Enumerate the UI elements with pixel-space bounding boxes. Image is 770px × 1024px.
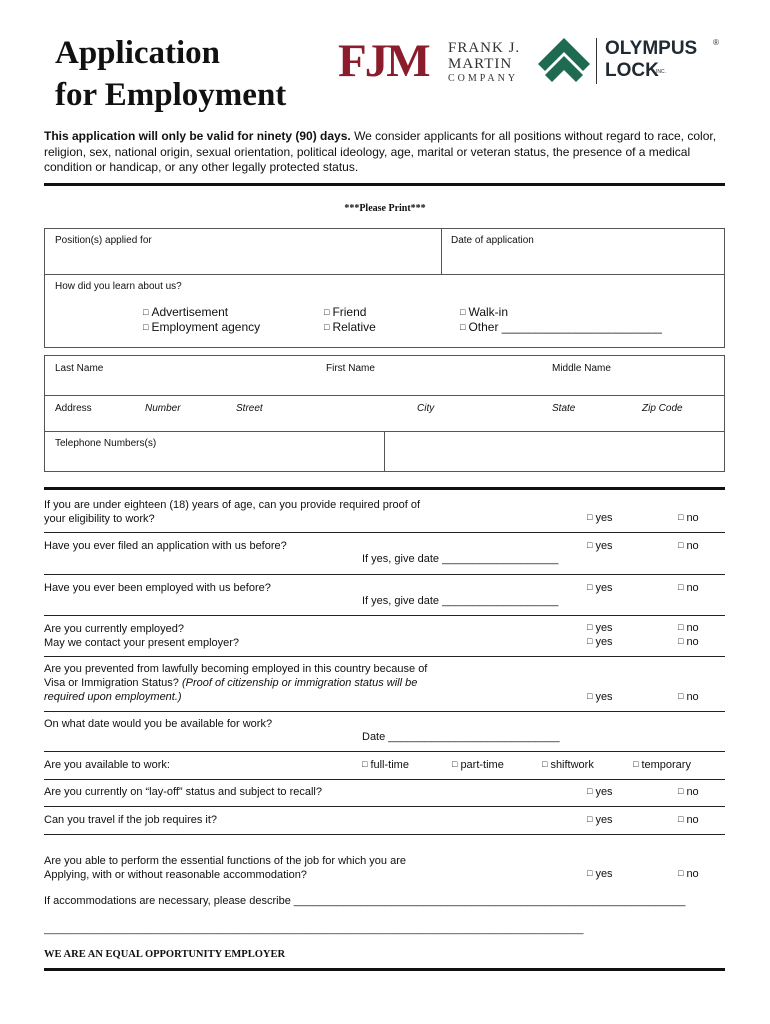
olympus-logo-line1: OLYMPUS [605, 38, 698, 59]
divider [384, 431, 385, 472]
fjm-logo [338, 35, 523, 88]
divider [44, 806, 725, 807]
q4a-no-checkbox[interactable]: □ no [678, 622, 699, 634]
olympus-logo-divider [596, 38, 597, 84]
q5-yes-checkbox[interactable]: □ yes [587, 691, 613, 703]
divider [44, 183, 725, 186]
divider [44, 711, 725, 712]
divider [441, 228, 442, 274]
olympus-lock-logo [537, 36, 727, 86]
checkbox-advertisement[interactable]: □ Advertisement [143, 305, 228, 319]
address-number-field[interactable]: Number [145, 403, 181, 414]
question-text: May we contact your present employer? [44, 637, 240, 649]
fjm-logo-line1: FRANK J. [448, 40, 521, 56]
intro-eeo-text: We consider applicants for all positions without regard to race, color, religion, sex, national origin, sexual orientation, political ideology, age, marital or veteran status, the presence of a medical condition or handicap, or any other legally protected status. [44, 129, 717, 174]
q9-yes-checkbox[interactable]: □ yes [587, 814, 613, 826]
question-availability-type: Are you available to work: [44, 759, 170, 771]
intro-validity: This application will only be valid for ninety (90) days. [44, 129, 351, 143]
please-print: ***Please Print*** [344, 203, 426, 214]
q8-yes-checkbox[interactable]: □ yes [587, 786, 613, 798]
question-filed-before: Have you ever filed an application with us before? [44, 540, 287, 552]
mountain-icon [537, 36, 591, 86]
q3-date-field[interactable]: If yes, give date ___________________ [362, 595, 559, 607]
question-text: Are you able to perform the essential functions of the job for which you are [44, 855, 406, 867]
title-line-2: for Employment [55, 77, 287, 113]
q10-yes-checkbox[interactable]: □ yes [587, 868, 613, 880]
first-name-field[interactable]: First Name [326, 363, 375, 374]
q3-yes-checkbox[interactable]: □ yes [587, 582, 613, 594]
divider [44, 487, 725, 490]
divider [44, 656, 725, 657]
q1-no-checkbox[interactable]: □ no [678, 512, 699, 524]
question-available-date: On what date would you be available for work? [44, 718, 273, 730]
title-line-1: Application [55, 35, 221, 71]
question-employed-before: Have you ever been employed with us before? [44, 582, 271, 594]
divider [44, 274, 725, 275]
q2-yes-checkbox[interactable]: □ yes [587, 540, 613, 552]
fjm-logo-line3: COMPANY [448, 73, 519, 84]
checkbox-part-time[interactable]: □ part-time [452, 759, 504, 771]
divider [44, 751, 725, 752]
question-note: required upon employment.) [44, 691, 182, 703]
olympus-logo-inc: INC. [656, 69, 666, 75]
last-name-field[interactable]: Last Name [55, 363, 104, 374]
fjm-logo-line2: MARTIN [448, 56, 513, 72]
q9-no-checkbox[interactable]: □ no [678, 814, 699, 826]
address-state-field[interactable]: State [552, 403, 576, 414]
question-text: Are you currently employed? [44, 623, 185, 635]
learn-about-us-label: How did you learn about us? [55, 281, 182, 292]
blank-line[interactable]: _________________________________________________________________________________________________ [44, 924, 584, 935]
address-zip-field[interactable]: Zip Code [642, 403, 683, 414]
q4a-yes-checkbox[interactable]: □ yes [587, 622, 613, 634]
page-title [55, 32, 286, 116]
accommodations-field[interactable]: If accommodations are necessary, please describe ________________________________________________________________ [44, 895, 686, 907]
intro-paragraph [44, 129, 728, 176]
q4b-yes-checkbox[interactable]: □ yes [587, 636, 613, 648]
question-travel: Can you travel if the job requires it? [44, 814, 218, 826]
address-street-field[interactable]: Street [236, 403, 263, 414]
divider [44, 574, 725, 575]
checkbox-shiftwork[interactable]: □ shiftwork [542, 759, 594, 771]
question-text: Are you prevented from lawfully becoming employed in this country because of [44, 663, 428, 675]
olympus-logo-reg: ® [713, 38, 719, 47]
question-note: (Proof of citizenship or immigration status will be [181, 677, 418, 689]
checkbox-relative[interactable]: □ Relative [324, 320, 376, 334]
question-text [44, 676, 427, 690]
divider [44, 532, 725, 533]
q5-no-checkbox[interactable]: □ no [678, 691, 699, 703]
position-applied-field[interactable]: Position(s) applied for [55, 235, 152, 246]
available-date-field[interactable]: Date ____________________________ [362, 731, 560, 743]
checkbox-walk-in[interactable]: □ Walk-in [460, 305, 508, 319]
q1-yes-checkbox[interactable]: □ yes [587, 512, 613, 524]
checkbox-temporary[interactable]: □ temporary [633, 759, 691, 771]
q10-no-checkbox[interactable]: □ no [678, 868, 699, 880]
divider [44, 834, 725, 835]
fjm-logo-mark: FJM [338, 35, 429, 87]
question-text: your eligibility to work? [44, 513, 155, 525]
address-label: Address [55, 403, 92, 414]
question-currently-employed [44, 622, 239, 650]
question-proof-of-eligibility [44, 498, 420, 526]
eeo-statement: WE ARE AN EQUAL OPPORTUNITY EMPLOYER [44, 949, 286, 960]
checkbox-full-time[interactable]: □ full-time [362, 759, 409, 771]
q2-date-field[interactable]: If yes, give date ___________________ [362, 553, 559, 565]
checkbox-friend[interactable]: □ Friend [324, 305, 366, 319]
q4b-no-checkbox[interactable]: □ no [678, 636, 699, 648]
q3-no-checkbox[interactable]: □ no [678, 582, 699, 594]
address-city-field[interactable]: City [417, 403, 435, 414]
question-text: Applying, with or without reasonable accommodation? [44, 869, 307, 881]
question-essential-functions [44, 854, 406, 882]
checkbox-other[interactable]: □ Other ________________________ [460, 320, 662, 334]
divider [44, 968, 725, 971]
question-lay-off: Are you currently on “lay-off” status and subject to recall? [44, 786, 322, 798]
q2-no-checkbox[interactable]: □ no [678, 540, 699, 552]
middle-name-field[interactable]: Middle Name [552, 363, 611, 374]
q8-no-checkbox[interactable]: □ no [678, 786, 699, 798]
question-text: If you are under eighteen (18) years of age, can you provide required proof of [44, 499, 421, 511]
divider [44, 779, 725, 780]
question-visa-status [44, 662, 427, 704]
telephone-field[interactable]: Telephone Numbers(s) [55, 438, 157, 449]
divider [44, 615, 725, 616]
question-text: Visa or Immigration Status? [44, 677, 182, 689]
olympus-logo-line2: LOCK [605, 60, 659, 81]
checkbox-employment-agency[interactable]: □ Employment agency [143, 320, 260, 334]
date-of-application-field[interactable]: Date of application [451, 235, 534, 246]
divider [44, 395, 725, 396]
